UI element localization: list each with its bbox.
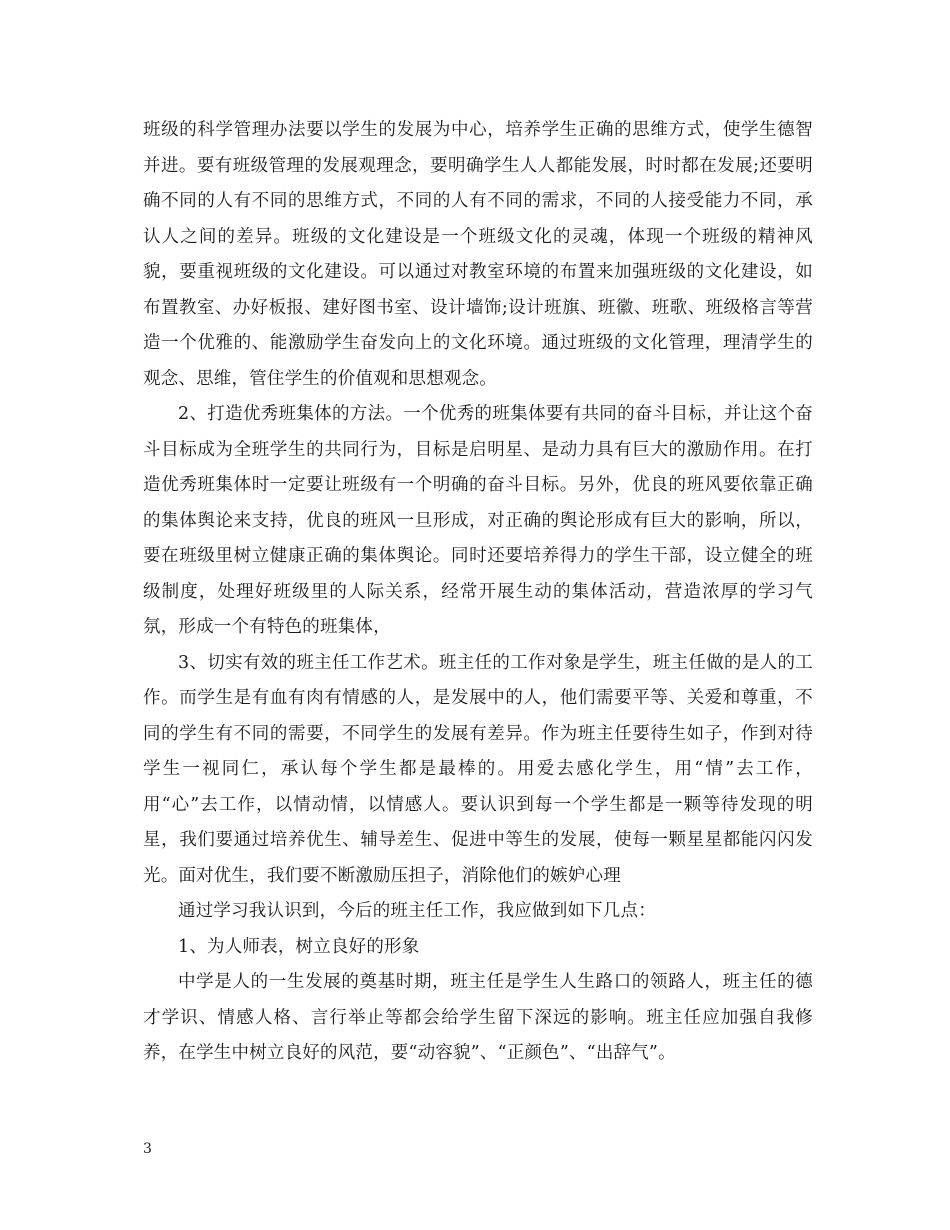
paragraph-teacher-art: 3、切实有效的班主任工作艺术。班主任的工作对象是学生，班主任做的是人的工作。而学生是有血有肉有情感的人，是发展中的人，他们需要平等、关爱和尊重，不同的学生有不同的需要，不同学生的发展有差异。作为班主任要待生如子，作到对待学生一视同仁，承认每个学生都是最棒的。用爱去感化学生，用“情”去工作，用“心”去工作，以情动情，以情感人。要认识到每一个学生都是一颗等待发现的明星，我们要通过培养优生、辅导差生、促进中等生的发展，使每一颗星星都能闪闪发光。面对优生，我们要不断激励压担子，消除他们的嫉妒心理 — [143, 652, 813, 886]
page-body — [143, 113, 813, 1072]
paragraph-class-culture: 班级的科学管理办法要以学生的发展为中心，培养学生正确的思维方式，使学生德智并进。要有班级管理的发展观理念，要明确学生人人都能发展，时时都在发展;还要明确不同的人有不同的思维方式，不同的人有不同的需求，不同的人接受能力不同，承认人之间的差异。班级的文化建设是一个班级文化的灵魂，体现一个班级的精神风貌，要重视班级的文化建设。可以通过对教室环境的布置来加强班级的文化建设，如布置教室、办好板报、建好图书室、设计墙饰;设计班旗、班徽、班歌、班级格言等营造一个优雅的、能激励学生奋发向上的文化环境。通过班级的文化管理，理清学生的观念、思维，管住学生的价值观和思想观念。 — [143, 120, 813, 389]
page-number: 3 — [143, 1141, 152, 1157]
paragraph-learning-summary: 通过学习我认识到，今后的班主任工作，我应做到如下几点： — [178, 901, 656, 921]
paragraph-point-one-heading: 1、为人师表，树立良好的形象 — [178, 936, 420, 957]
paragraph-role-model: 中学是人的一生发展的奠基时期，班主任是学生人生路口的领路人，班主任的德才学识、情感人格、言行举止等都会给学生留下深远的影响。班主任应加强自我修养，在学生中树立良好的风范，要“动容貌”、“正颜色”、“出辞气”。 — [143, 972, 813, 1063]
paragraph-excellent-class: 2、打造优秀班集体的方法。一个优秀的班集体要有共同的奋斗目标，并让这个奋斗目标成为全班学生的共同行为，目标是启明星、是动力具有巨大的激励作用。在打造优秀班集体时一定要让班级有一个明确的奋斗目标。另外，优良的班风要依靠正确的集体舆论来支持，优良的班风一旦形成，对正确的舆论形成有巨大的影响，所以，要在班级里树立健康正确的集体舆论。同时还要培养得力的学生干部，设立健全的班级制度，处理好班级里的人际关系，经常开展生动的集体活动，营造浓厚的学习气氛，形成一个有特色的班集体， — [143, 404, 813, 637]
